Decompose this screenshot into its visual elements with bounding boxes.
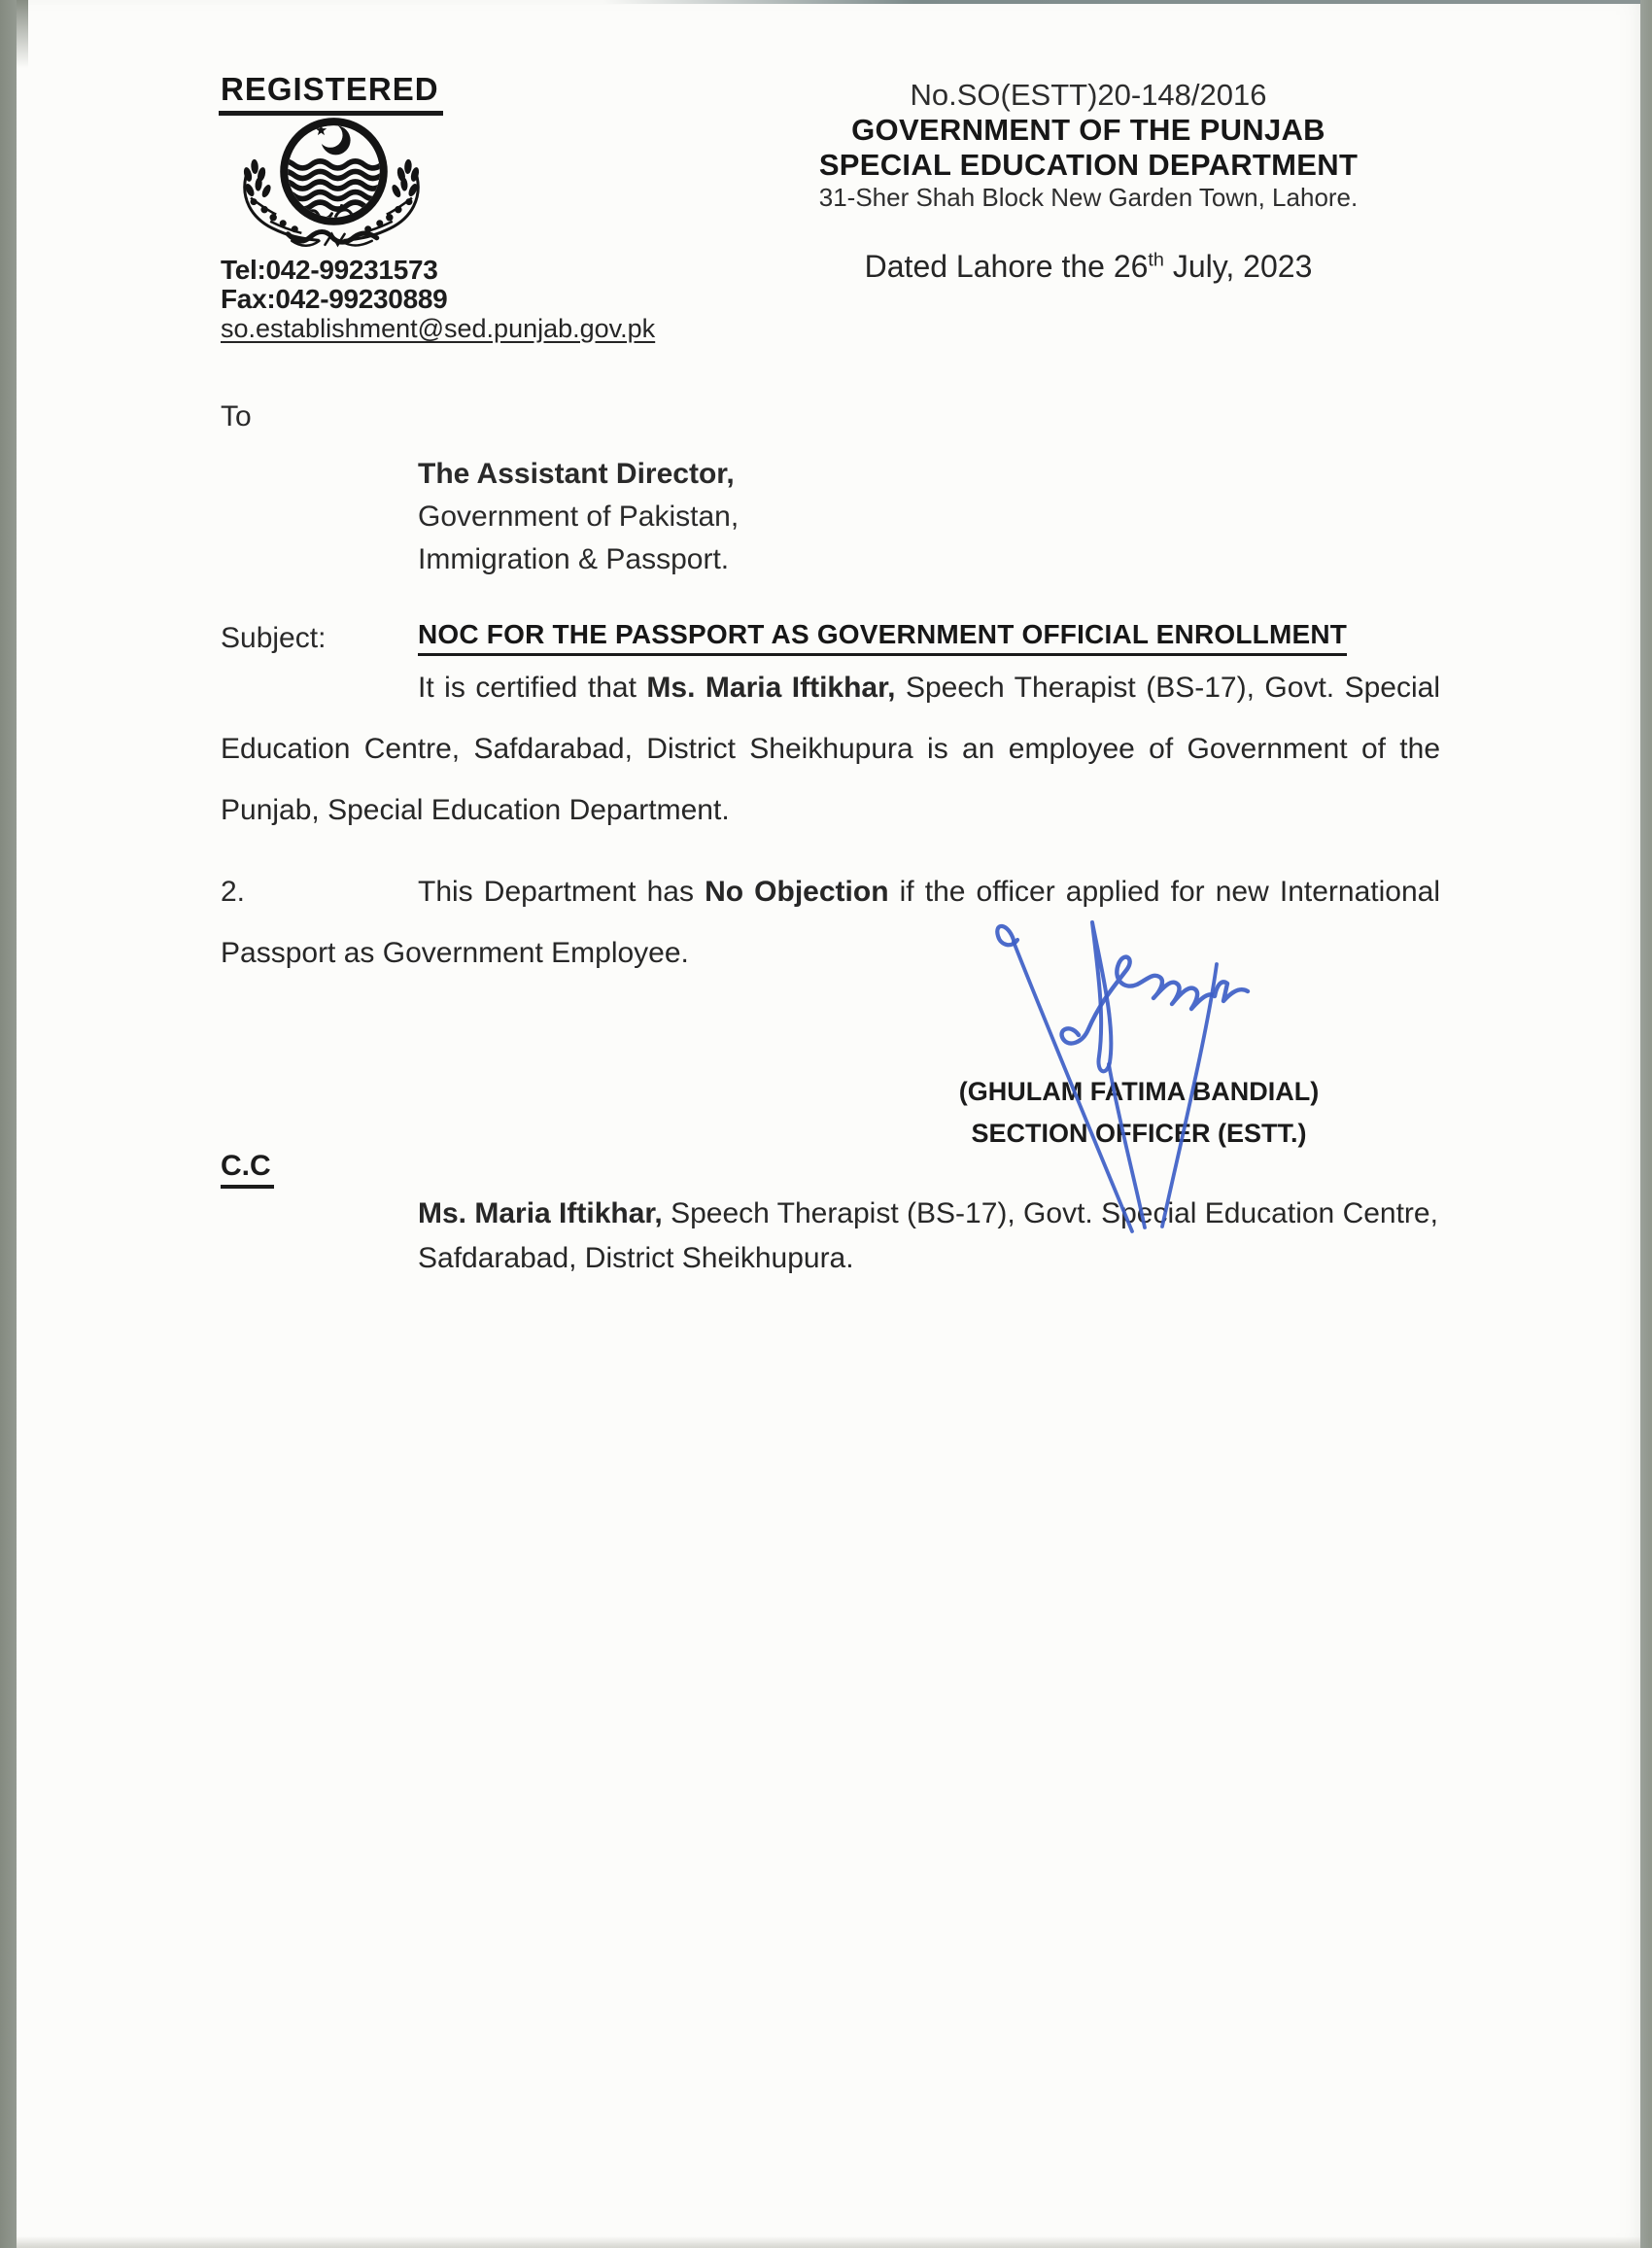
letterhead-right xyxy=(748,78,1428,213)
subject-text: NOC FOR THE PASSPORT AS GOVERNMENT OFFICIAL ENROLLMENT xyxy=(418,619,1347,656)
fax-line: Fax:042-99230889 xyxy=(221,284,448,314)
to-label: To xyxy=(221,400,252,432)
recipient-line: Government of Pakistan, xyxy=(418,501,740,533)
date-ordinal: th xyxy=(1148,249,1164,271)
paragraph-2-number: 2. xyxy=(221,876,246,908)
scan-edge-top xyxy=(602,0,1640,4)
scan-edge-right xyxy=(1640,0,1652,2248)
recipient-line: Immigration & Passport. xyxy=(418,543,730,575)
reference-number: No.SO(ESTT)20-148/2016 xyxy=(910,78,1267,112)
body-paragraph-1 xyxy=(221,657,1440,841)
recipient-line: The Assistant Director, xyxy=(418,458,735,490)
registered-label: REGISTERED xyxy=(219,71,443,116)
para1-rest: Speech Therapist (BS-17), Govt. Special Education Centre, Safdarabad, District Sheikhupura is an employee of Government of the Punjab, Special Education Department. xyxy=(221,672,1440,826)
date-line xyxy=(748,249,1428,285)
para2-no-objection: No Objection xyxy=(705,876,889,908)
cc-label: C.C xyxy=(221,1150,274,1189)
para1-employee-name: Ms. Maria Iftikhar, xyxy=(646,672,896,704)
cc-employee-name: Ms. Maria Iftikhar, xyxy=(418,1197,663,1229)
scan-edge-left xyxy=(0,0,17,2248)
department-address: 31-Sher Shah Block New Garden Town, Lahore. xyxy=(818,183,1359,212)
cc-rest: Speech Therapist (BS-17), Govt. Special Education Centre, Safdarabad, District Sheikhupura. xyxy=(418,1197,1438,1274)
tel-line: Tel:042-99231573 xyxy=(221,255,438,285)
punjab-government-emblem-icon xyxy=(241,116,422,248)
email-line: so.establishment@sed.punjab.gov.pk xyxy=(221,314,656,343)
signatory-designation: SECTION OFFICER (ESTT.) xyxy=(971,1119,1307,1148)
signatory-name: (GHULAM FATIMA BANDIAL) xyxy=(958,1077,1320,1106)
date-suffix: July, 2023 xyxy=(1163,249,1313,284)
recipient-block xyxy=(418,453,739,581)
scan-edge-left-top xyxy=(17,0,28,68)
signatory-block xyxy=(958,1071,1320,1155)
para2-prefix: This Department has xyxy=(418,876,706,908)
date-prefix: Dated Lahore the 26 xyxy=(864,249,1149,284)
cc-recipient xyxy=(418,1192,1463,1281)
government-title: GOVERNMENT OF THE PUNJAB xyxy=(851,113,1325,147)
subject-label: Subject: xyxy=(221,622,327,654)
para1-prefix: It is certified that xyxy=(418,672,647,704)
body-paragraph-2 xyxy=(221,861,1440,984)
para2-rest: if the officer applied for new International Passport as Government Employee. xyxy=(221,876,1440,969)
scan-edge-bottom xyxy=(17,2236,1640,2248)
department-title: SPECIAL EDUCATION DEPARTMENT xyxy=(818,148,1359,182)
